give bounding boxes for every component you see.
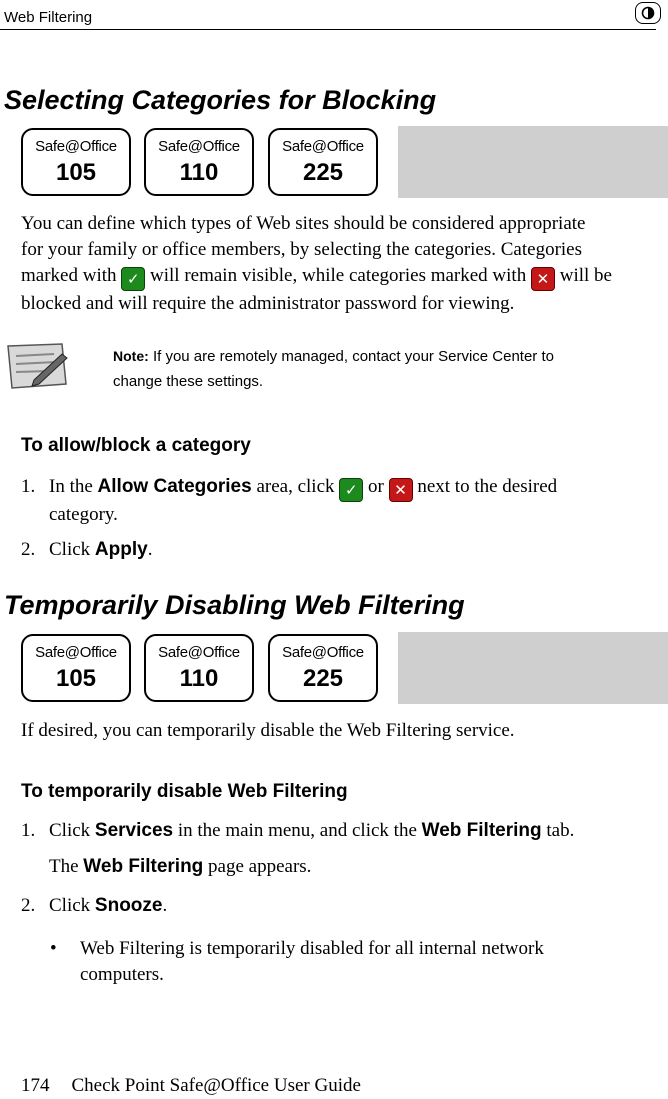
procedure-title-disable: To temporarily disable Web Filtering bbox=[21, 781, 348, 802]
model-badge-105: Safe@Office 105 bbox=[21, 128, 131, 196]
model-badge-225: Safe@Office 225 bbox=[268, 128, 378, 196]
note-icon bbox=[4, 340, 70, 397]
allow-check-icon: ✓ bbox=[339, 478, 363, 502]
model-badge-105: Safe@Office 105 bbox=[21, 634, 131, 702]
bullet-dot-icon: • bbox=[50, 938, 57, 959]
page-number: 174 bbox=[21, 1075, 50, 1096]
disable-intro-paragraph: If desired, you can temporarily disable the Web Filtering service. bbox=[21, 720, 515, 741]
chapter-icon bbox=[635, 2, 661, 24]
footer-title: Check Point Safe@Office User Guide bbox=[71, 1075, 361, 1096]
step-2-apply: 2. Click Apply. bbox=[21, 539, 153, 560]
section-title-blocking: Selecting Categories for Blocking bbox=[4, 85, 437, 115]
allow-check-icon: ✓ bbox=[121, 267, 145, 291]
model-badge-110: Safe@Office 110 bbox=[144, 634, 254, 702]
note-text: Note: If you are remotely managed, contact your Service Center to change these settings. bbox=[113, 348, 554, 390]
model-badge-225: Safe@Office 225 bbox=[268, 634, 378, 702]
model-badges-2 bbox=[18, 632, 398, 704]
intro-paragraph: You can define which types of Web sites should be considered appropriate for your family or office members, by selecting the categories. Categories marked with ✓ will remain visible, while categories marked with ✕ will be blocked and will require the administrator password for viewing. bbox=[21, 213, 612, 314]
model-badges bbox=[18, 126, 398, 198]
step-1-allow-block: 1. In the Allow Categories area, click ✓ or ✕ next to the desired category. bbox=[21, 476, 558, 525]
header-rule bbox=[0, 29, 656, 30]
step-1-services: 1. Click Services in the main menu, and click the Web Filtering tab. The Web Filtering page appears. bbox=[21, 820, 575, 877]
running-header: Web Filtering bbox=[4, 9, 93, 26]
page-footer bbox=[21, 1075, 361, 1097]
block-x-icon: ✕ bbox=[531, 267, 555, 291]
model-badge-110: Safe@Office 110 bbox=[144, 128, 254, 196]
section-title-disabling: Temporarily Disabling Web Filtering bbox=[4, 590, 465, 620]
block-x-icon: ✕ bbox=[389, 478, 413, 502]
procedure-title-allow-block: To allow/block a category bbox=[21, 435, 251, 456]
step-2-snooze: 2. Click Snooze. bbox=[21, 895, 168, 916]
